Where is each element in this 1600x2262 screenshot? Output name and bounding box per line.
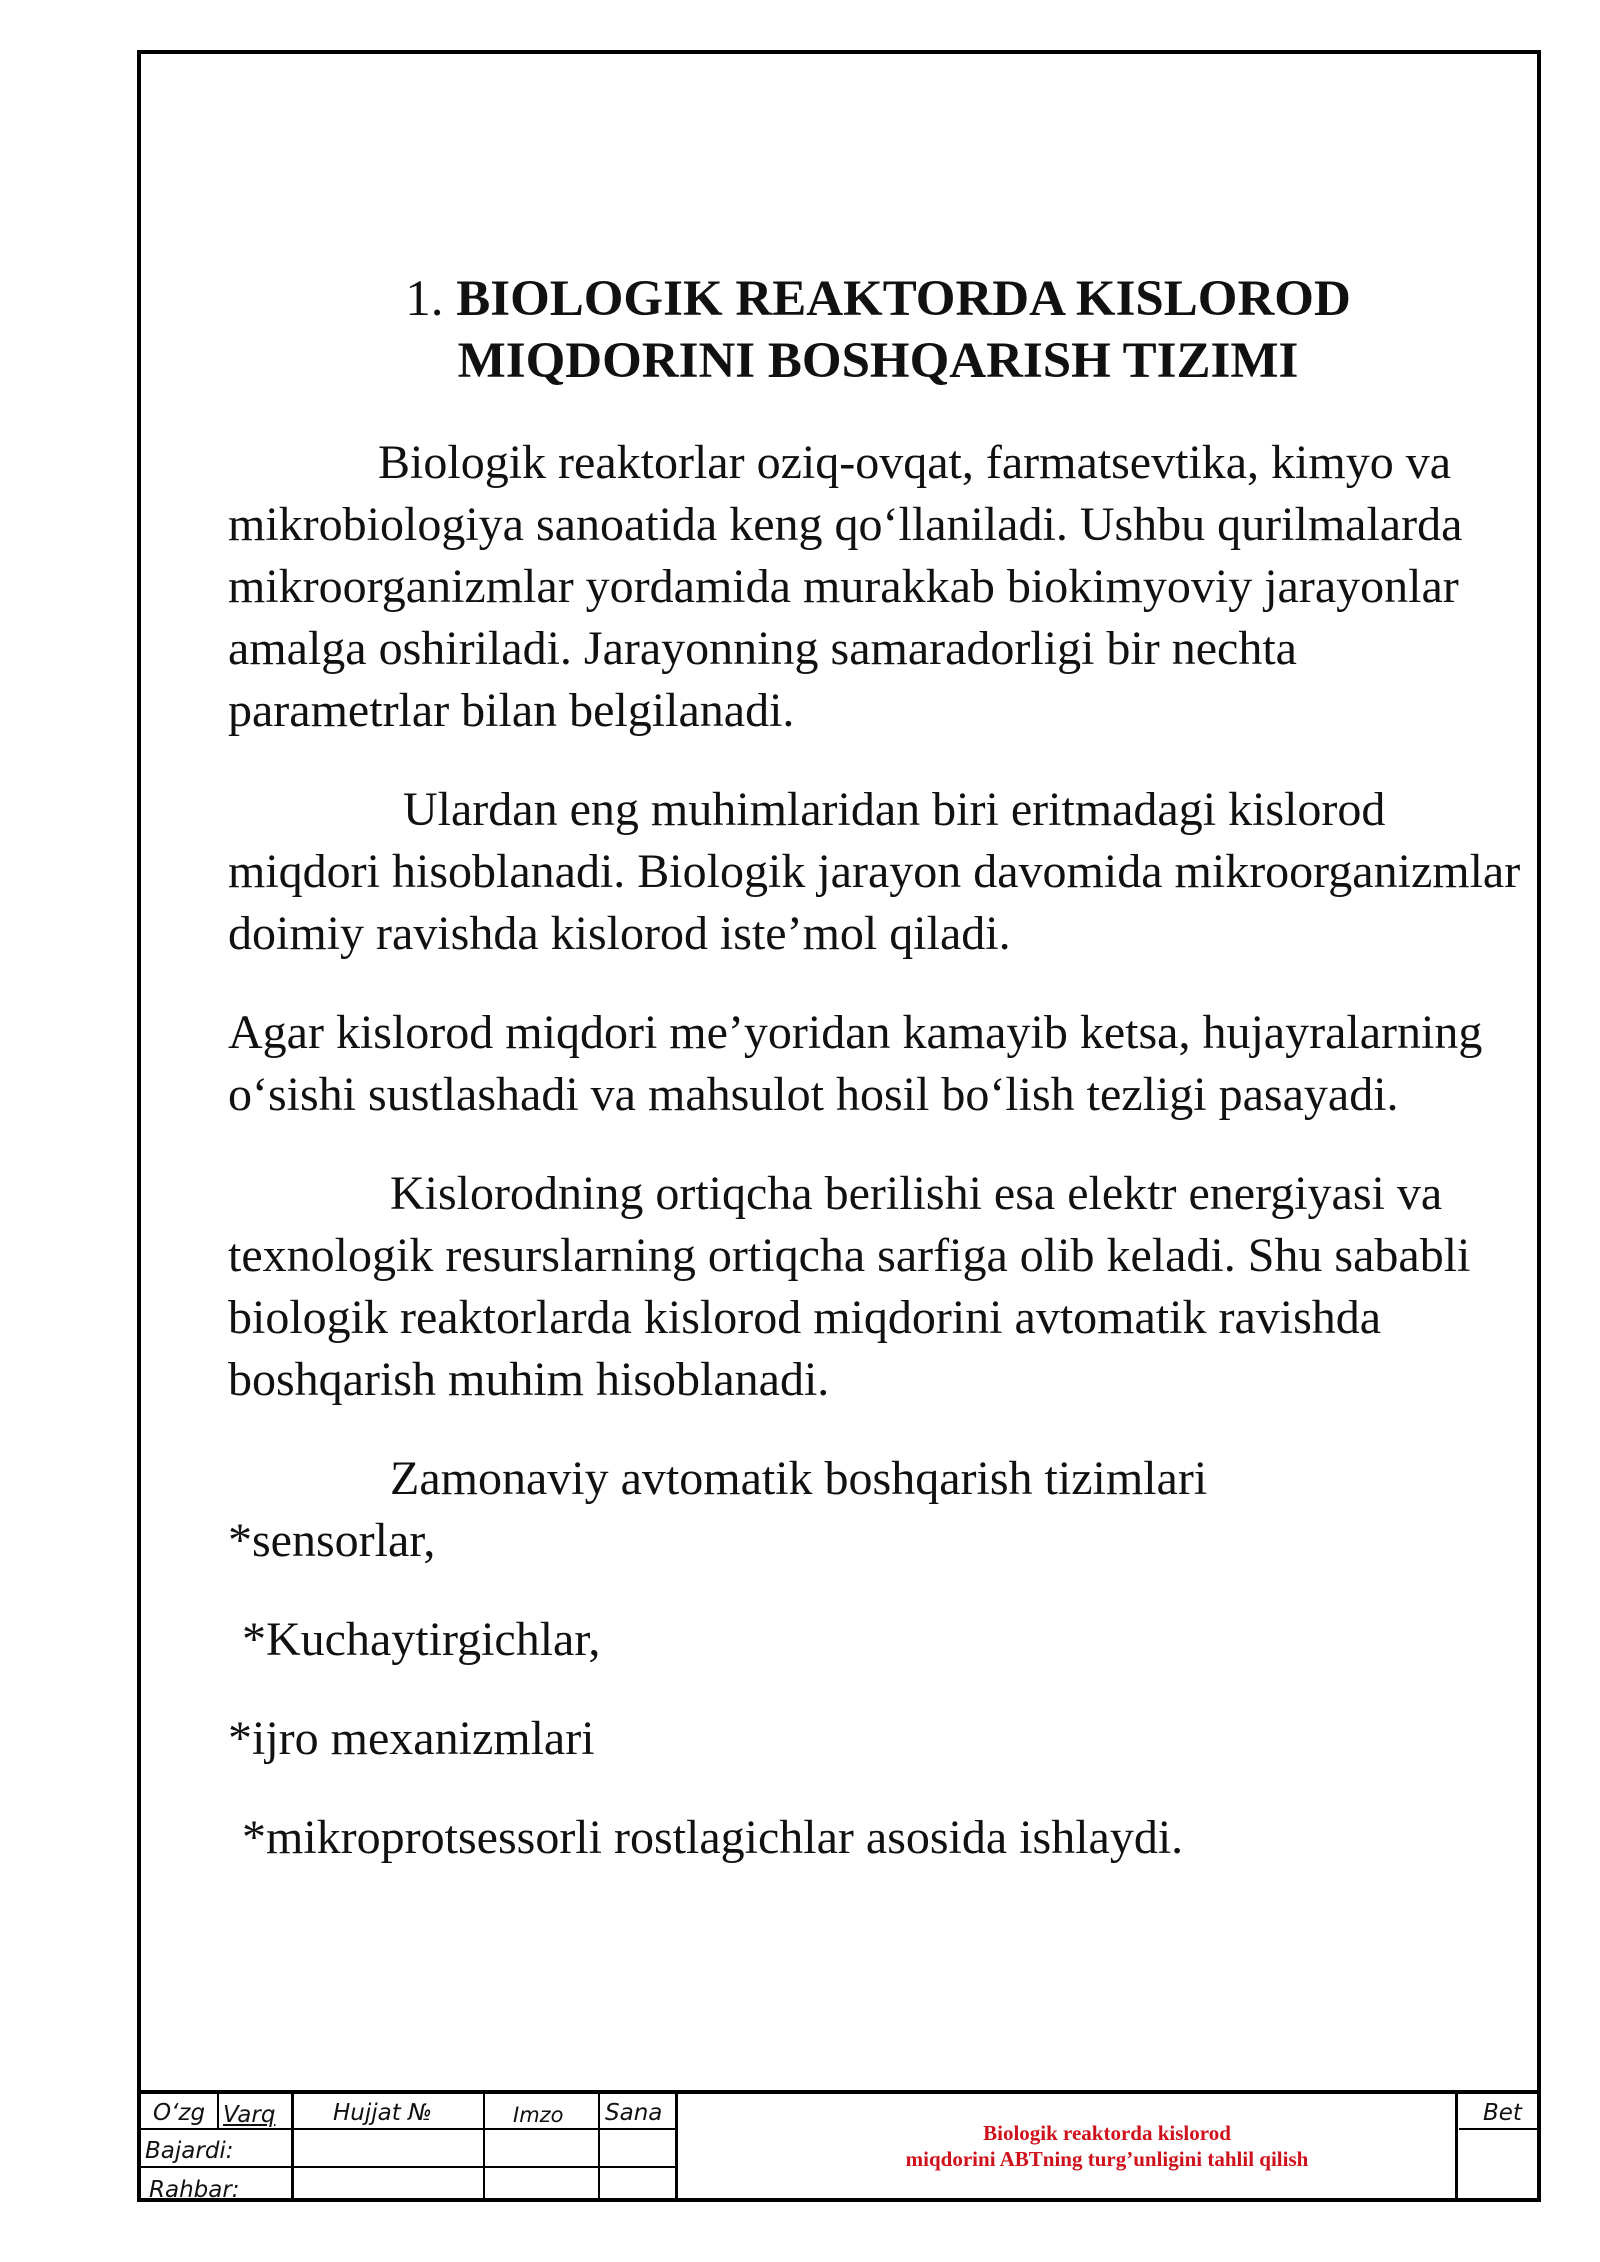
list-item-1: *sensorlar, (228, 1514, 436, 1567)
stamp-col-date: Sana (605, 2100, 663, 2126)
paragraph-2: Ulardan eng muhimlaridan biri eritmadagi kislorod miqdori hisoblanadi. Biologik jarayon davomida mikroorganizmlar doimiy ravishda kislorod iste’mol qiladi. (228, 783, 1521, 960)
list-block (228, 1448, 1528, 1572)
stamp-col-line-2 (291, 2090, 294, 2202)
document-body (228, 432, 1528, 1906)
stamp-col-doc-no: Hujjat № (333, 2100, 432, 2126)
stamp-col-line-4 (598, 2090, 600, 2202)
paragraph-3: Agar kislorod miqdori me’yoridan kamayib ketsa, hujayralarning o‘sishi sustlashadi va mahsulot hosil bo‘lish tezligi pasayadi. (228, 1006, 1483, 1121)
stamp-row-developer: Bajardi: (145, 2138, 234, 2164)
list-item-3: *ijro mexanizmlari (228, 1712, 595, 1765)
list-item-4: *mikroprotsessorli rostlagichlar asosida ishlaydi. (242, 1811, 1184, 1864)
stamp-col-signature: Imzo (513, 2103, 564, 2127)
stamp-col-change: O‘zg (153, 2100, 206, 2126)
stamp-col-line-3 (483, 2090, 485, 2202)
stamp-col-line-1 (217, 2090, 219, 2130)
list-item-2: *Kuchaytirgichlar, (242, 1613, 601, 1666)
stamp-col-sheet: Varq (223, 2102, 276, 2128)
heading-line-2 (237, 330, 1519, 392)
heading-number: 1. (405, 271, 444, 327)
stamp-row-line-2 (137, 2166, 677, 2168)
list-intro: Zamonaviy avtomatik boshqarish tizimlari (390, 1452, 1208, 1505)
stamp-doc-title-line-1: Biologik reaktorda kislorod (983, 2121, 1231, 2145)
stamp-row-supervisor: Rahbar: (149, 2177, 240, 2203)
heading-text-1: BIOLOGIK REAKTORDA KISLOROD (456, 271, 1351, 327)
paragraph-1: Biologik reaktorlar oziq-ovqat, farmatsevtika, kimyo va mikrobiologiya sanoatida keng qo‘llaniladi. Ushbu qurilmalarda mikroorganizmlar yordamida murakkab biokimyoviy jarayonlar amalga oshiriladi. Jarayonning samaradorligi bir nechta parametrlar bilan belgilanadi. (228, 436, 1463, 737)
stamp-doc-title-line-2: miqdorini ABTning turg’unligini tahlil qilish (905, 2147, 1309, 2171)
stamp-document-title (677, 2120, 1537, 2172)
title-block-stamp (137, 2090, 1541, 2202)
paragraph-4: Kislorodning ortiqcha berilishi esa elektr energiyasi va texnologik resurslarning ortiqcha sarfiga olib keladi. Shu sababli biologik reaktorlarda kislorod miqdorini avtomatik ravishda boshqarish muhim hisoblanadi. (228, 1167, 1471, 1406)
stamp-top-line (137, 2090, 1541, 2094)
heading-line-1 (237, 268, 1519, 330)
heading-text-2: MIQDORINI BOSHQARISH TIZIMI (457, 333, 1299, 389)
section-heading (237, 268, 1519, 392)
stamp-page-label: Bet (1483, 2100, 1522, 2126)
